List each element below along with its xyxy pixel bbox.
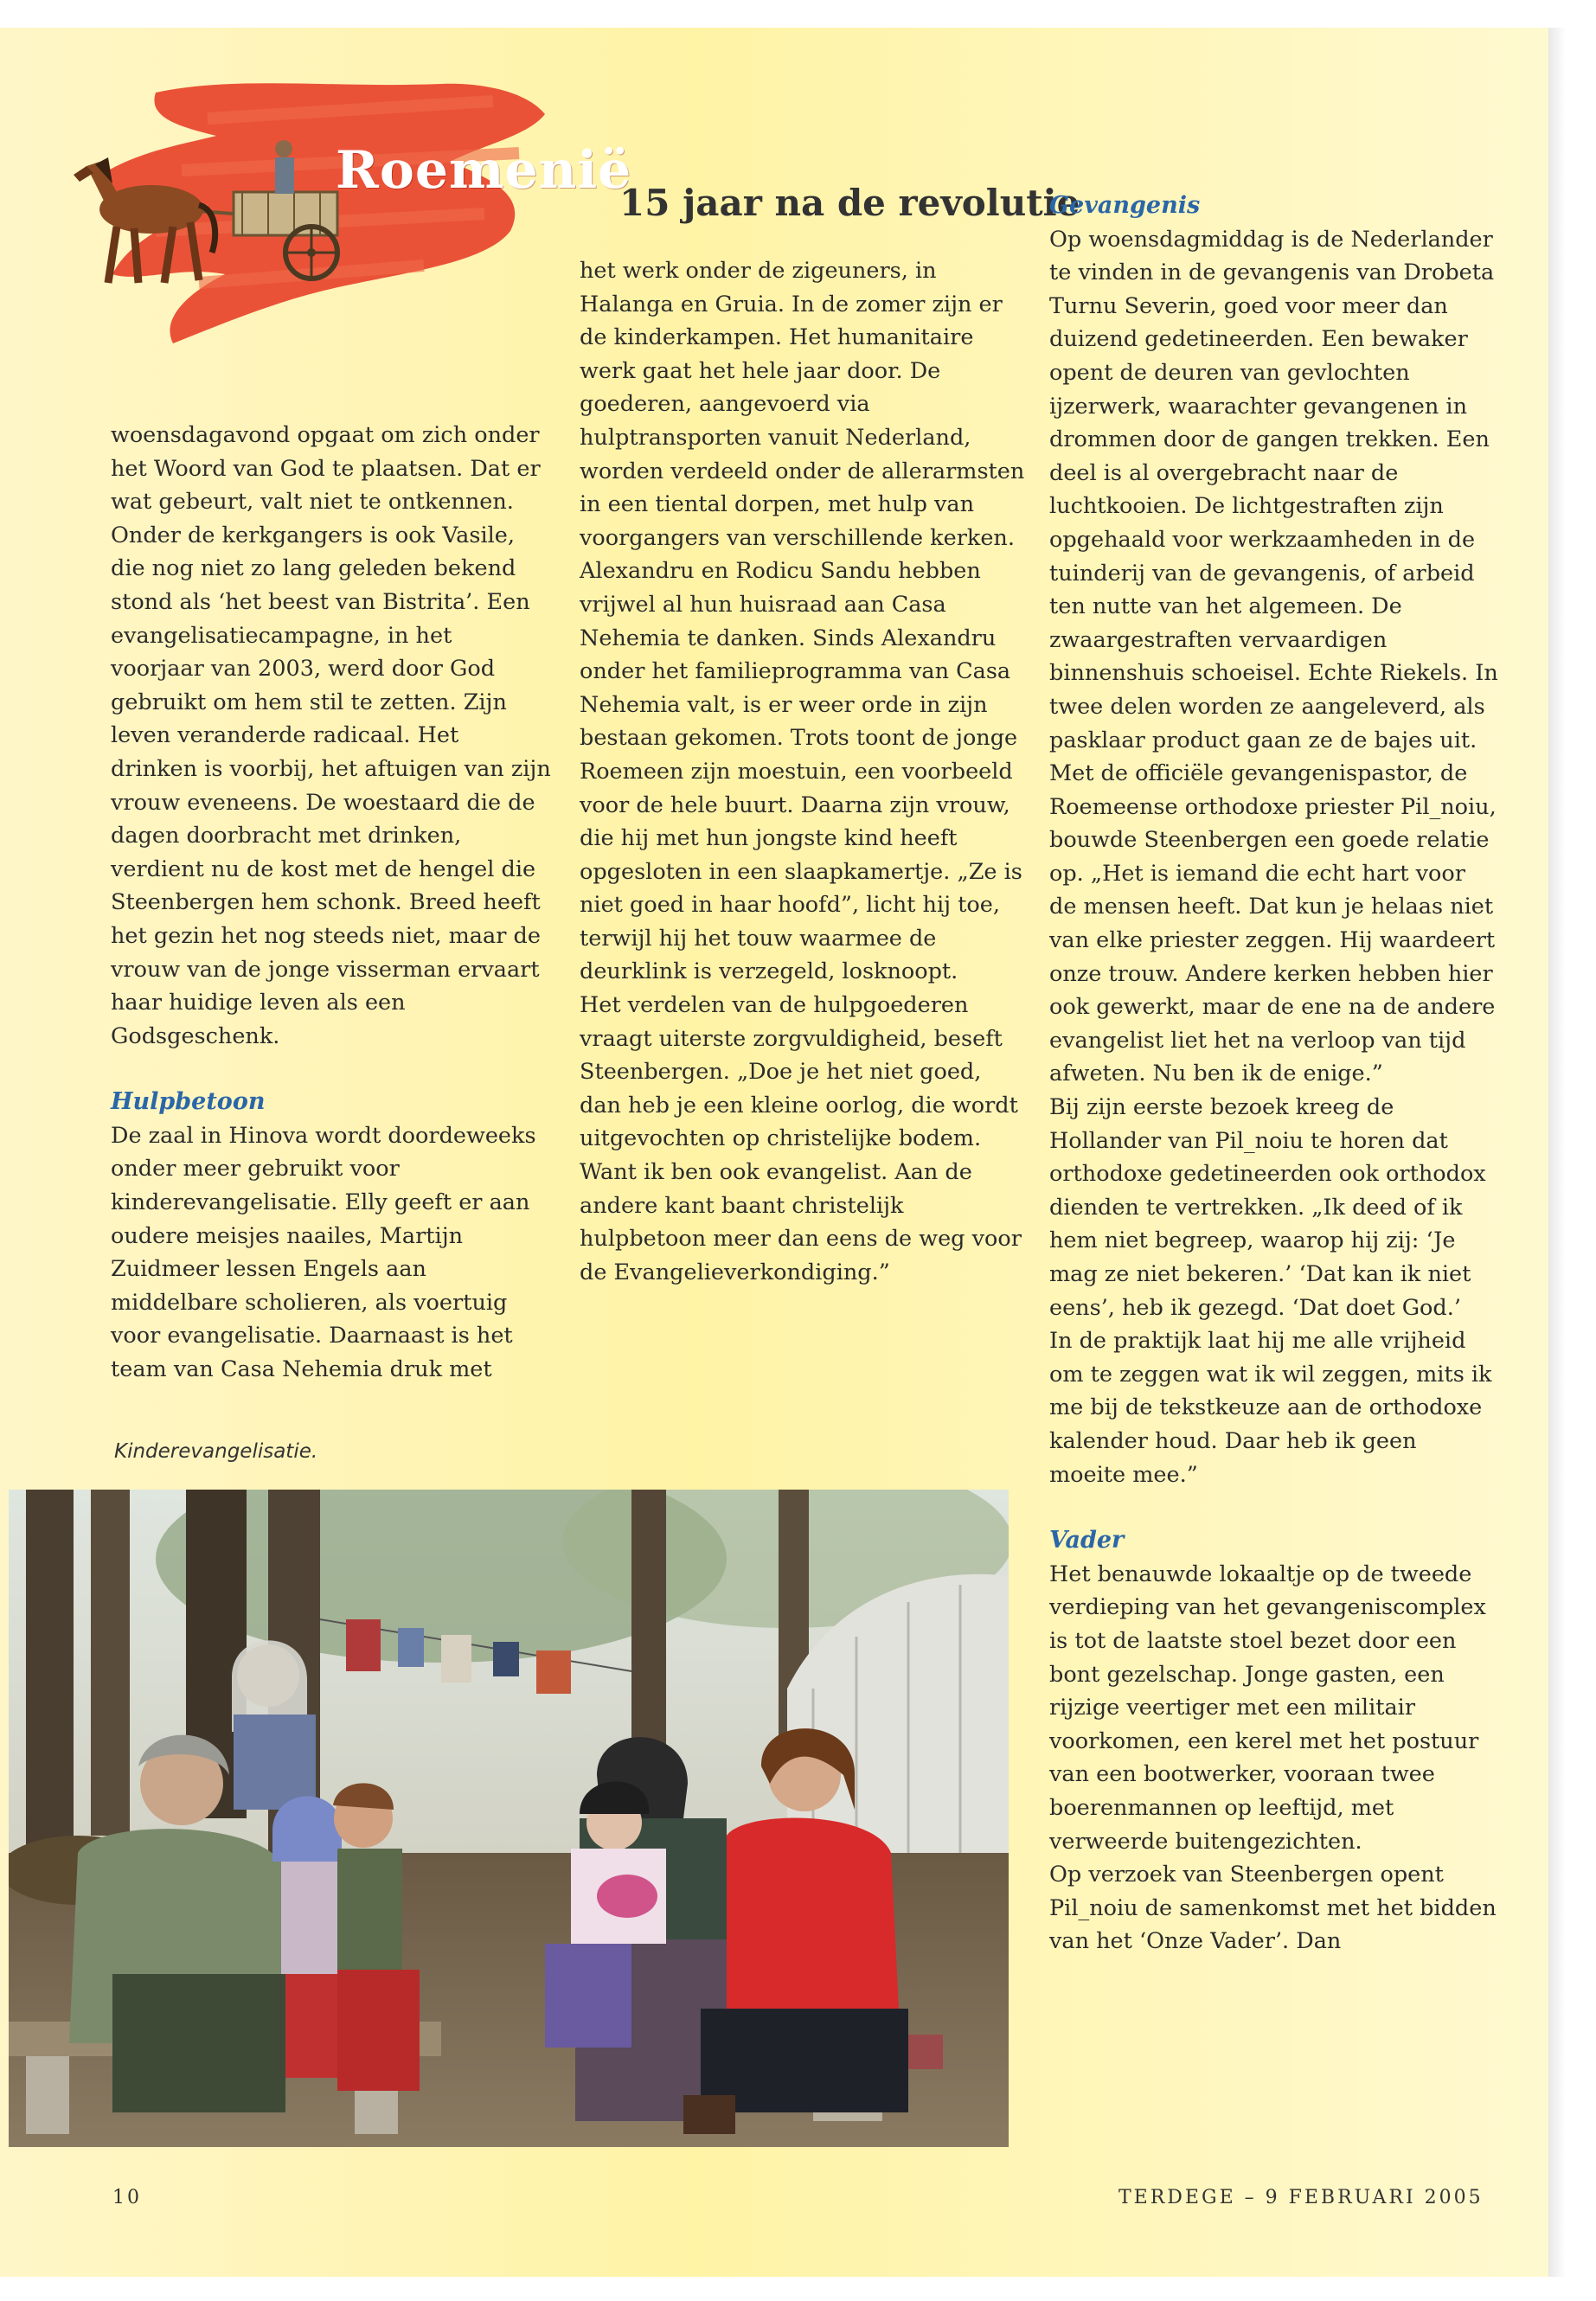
text-column-3	[1049, 189, 1499, 1958]
article-title: Roemenië	[336, 140, 632, 201]
paragraph: Op verzoek van Steenbergen opent Pil_noiu de samenkomst met het bidden van het ‘Onze Vader’. Dan	[1049, 1862, 1497, 1955]
paragraph: Het verdelen van de hulpgoederen vraagt uiterste zorgvuldigheid, beseft Steenbergen. „Doe je het niet goed, dan heb je een kleine oorlog, die wordt uitgevochten op christelijke bodem. Want ik ben ook evangelist. Aan de andere kant baant christelijk hulpbetoon meer dan eens de weg voor de Evangelieverkondiging.”	[580, 992, 1022, 1285]
paragraph: Alexandru en Rodicu Sandu hebben vrijwel al hun huisraad aan Casa Nehemia te danken. Sinds Alexandru onder het familieprogramma van Casa Nehemia valt, is er weer orde in zijn bestaan gekomen. Trots toont de jonge Roemeen zijn moestuin, een voorbeeld voor de hele buurt. Daarna zijn vrouw, die hij met hun jongste kind heeft opgesloten in een slaapkamertje. „Ze is niet goed in haar hoofd”, licht hij toe, terwijl hij het touw waarmee de deurklink is verzegeld, losknoopt.	[580, 558, 1022, 985]
text-column-1	[111, 419, 552, 1387]
paragraph: Op woensdagmiddag is de Nederlander te vinden in de gevangenis van Drobeta Turnu Severin, goed voor meer dan duizend gedetineerden. Een bewaker opent de deuren van gevlochten ijzerwerk, waarachter gevangenen in drommen door de gangen trekken. Een deel is al overgebracht naar de luchtkooien. De lichtgestraften zijn opgehaald voor werkzaamheden in de tuinderij van de gevangenis, of arbeid ten nutte van het algemeen. De zwaargestraften vervaardigen binnenshuis schoeisel. Echte Riekels. In twee delen worden ze aangeleverd, als pasklaar product gaan ze de bajes uit.	[1049, 226, 1498, 753]
text-column-2	[580, 254, 1029, 1289]
paragraph: Bij zijn eerste bezoek kreeg de Hollander van Pil_noiu te horen dat orthodoxe gedetineerden ook orthodox dienden te vertrekken. „Ik deed of ik hem niet begreep, waarop hij zij: ‘Je mag ze niet bekeren.’ ‘Dat kan ik niet eens’, heb ik gezegd. ‘Dat doet God.’	[1049, 1094, 1486, 1321]
paragraph: In de praktijk laat hij me alle vrijheid om te zeggen wat ik wil zeggen, mits ik me bij de tekstkeuze aan de orthodoxe kalender houd. Daar heb ik geen moeite mee.”	[1049, 1328, 1492, 1488]
paragraph: woensdagavond opgaat om zich onder het Woord van God te plaatsen. Dat er wat gebeurt, valt niet te ontkennen. Onder de kerkgangers is ook Vasile, die nog niet zo lang geleden bekend stond als ‘het beest van Bistrita’. Een evangelisatiecampagne, in het voorjaar van 2003, werd door God gebruikt om hem stil te zetten. Zijn leven veranderde radicaal. Het drinken is voorbij, het aftuigen van zijn vrouw eveneens. De woestaard die de dagen doorbracht met drinken, verdient nu de kost met de hengel die Steenbergen hem schonk. Breed heeft het gezin het nog steeds niet, maar de vrouw van de jonge visserman ervaart haar huidige leven als een Godsgeschenk.	[111, 422, 551, 1049]
article-subtitle: 15 jaar na de revolutie	[619, 182, 1080, 224]
publication-footer: TERDEGE – 9 FEBRUARI 2005	[1118, 2187, 1484, 2208]
paragraph: De zaal in Hinova wordt doordeweeks onder meer gebruikt voor kinderevangelisatie. Elly geeft er aan oudere meisjes naailes, Martijn Zuidmeer lessen Engels aan middelbare scholieren, als voertuig voor evangelisatie. Daarnaast is het team van Casa Nehemia druk met	[111, 1122, 536, 1383]
section-heading-vader: Vader	[1049, 1527, 1125, 1554]
photo-caption: Kinderevangelisatie.	[114, 1440, 318, 1463]
paragraph: het werk onder de zigeuners, in Halanga en Gruia. In de zomer zijn er de kinderkampen. Het humanitaire werk gaat het hele jaar door. De goederen, aangevoerd via hulptransporten vanuit Nederland, worden verdeeld onder de allerarmsten in een tiental dorpen, met hulp van voorgangers van verschillende kerken.	[580, 258, 1025, 551]
photo-outdoor-children-gathering	[9, 1490, 1009, 2147]
page-number: 10	[112, 2187, 142, 2208]
paragraph: Het benauwde lokaaltje op de tweede verdieping van het gevangeniscomplex is tot de laatste stoel bezet door een bont gezelschap. Jonge gasten, een rijzige veertiger met een militair voorkomen, een kerel met het postuur van een bootwerker, vooraan twee boerenmannen op leeftijd, met verweerde buitengezichten.	[1049, 1561, 1486, 1855]
scan-edge	[1548, 28, 1566, 2277]
section-heading-gevangenis: Gevangenis	[1049, 192, 1201, 219]
horse-cart-illustration	[69, 123, 381, 304]
section-heading-hulpbetoon: Hulpbetoon	[111, 1088, 266, 1116]
magazine-page	[0, 28, 1548, 2277]
paragraph: Met de officiële gevangenispastor, de Roemeense orthodoxe priester Pil_noiu, bouwde Steenbergen een goede relatie op. „Het is iemand die echt hart voor de mensen heeft. Dat kun je helaas niet van elke priester zeggen. Hij waardeert onze trouw. Andere kerken hebben hier ook gewerkt, maar de ene na de andere evangelist liet het na verloop van tijd afweten. Nu ben ik de enige.”	[1049, 760, 1497, 1087]
